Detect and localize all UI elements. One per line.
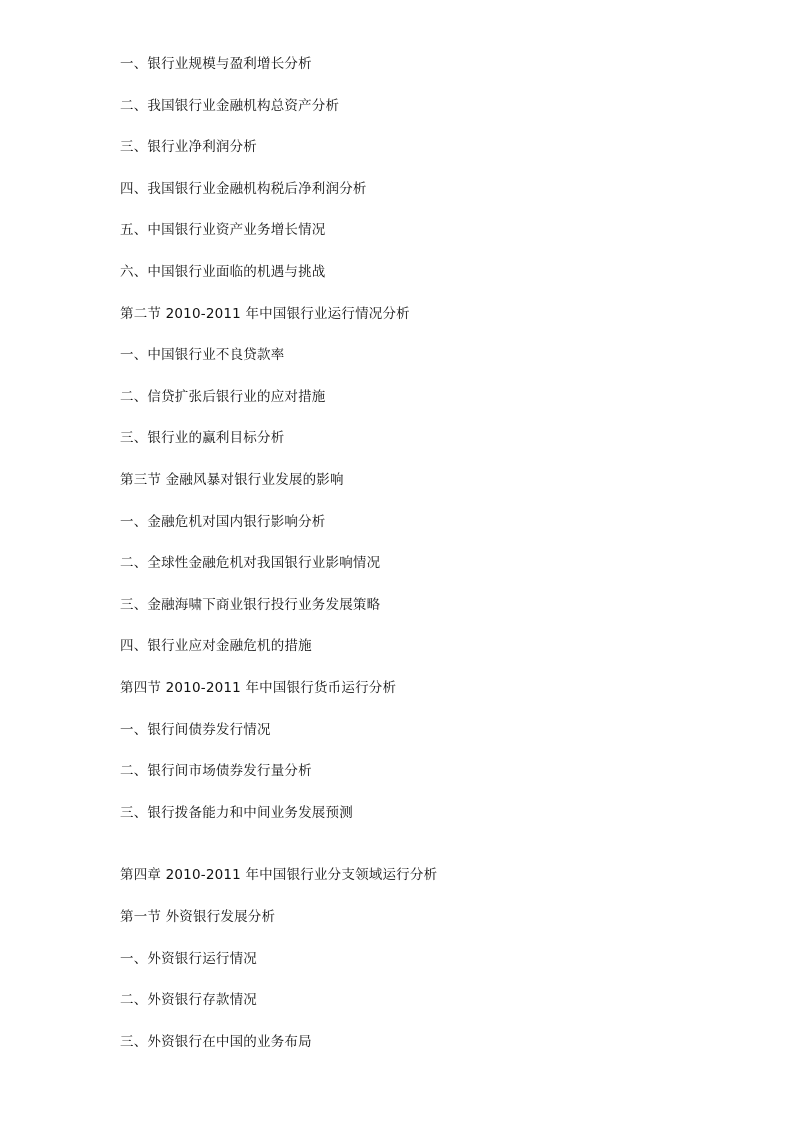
- toc-section: 第一节 外资银行发展分析: [120, 909, 276, 925]
- toc-item: 三、银行业净利润分析: [120, 139, 257, 155]
- toc-section: 第三节 金融风暴对银行业发展的影响: [120, 472, 344, 488]
- toc-item: 三、银行业的赢利目标分析: [120, 430, 285, 446]
- toc-item: 二、信贷扩张后银行业的应对措施: [120, 389, 326, 405]
- toc-item: 二、我国银行业金融机构总资产分析: [120, 98, 340, 114]
- toc-item: 四、我国银行业金融机构税后净利润分析: [120, 181, 367, 197]
- toc-item: 一、银行间债券发行情况: [120, 722, 271, 738]
- toc-chapter: 第四章 2010-2011 年中国银行业分支领域运行分析: [120, 867, 438, 883]
- toc-item: 三、金融海啸下商业银行投行业务发展策略: [120, 597, 381, 613]
- toc-item: 一、金融危机对国内银行影响分析: [120, 514, 326, 530]
- toc-item: 二、外资银行存款情况: [120, 992, 257, 1008]
- toc-item: 二、银行间市场债券发行量分析: [120, 763, 312, 779]
- toc-item: 五、中国银行业资产业务增长情况: [120, 222, 326, 238]
- toc-section: 第二节 2010-2011 年中国银行业运行情况分析: [120, 306, 410, 322]
- toc-item: 一、外资银行运行情况: [120, 951, 257, 967]
- toc-item: 一、中国银行业不良贷款率: [120, 347, 285, 363]
- toc-item: 三、外资银行在中国的业务布局: [120, 1034, 312, 1050]
- toc-item: 六、中国银行业面临的机遇与挑战: [120, 264, 326, 280]
- toc-item: 四、银行业应对金融危机的措施: [120, 638, 312, 654]
- toc-item: 二、全球性金融危机对我国银行业影响情况: [120, 555, 381, 571]
- toc-item: 三、银行拨备能力和中间业务发展预测: [120, 805, 353, 821]
- toc-item: 一、银行业规模与盈利增长分析: [120, 56, 312, 72]
- toc-section: 第四节 2010-2011 年中国银行货币运行分析: [120, 680, 397, 696]
